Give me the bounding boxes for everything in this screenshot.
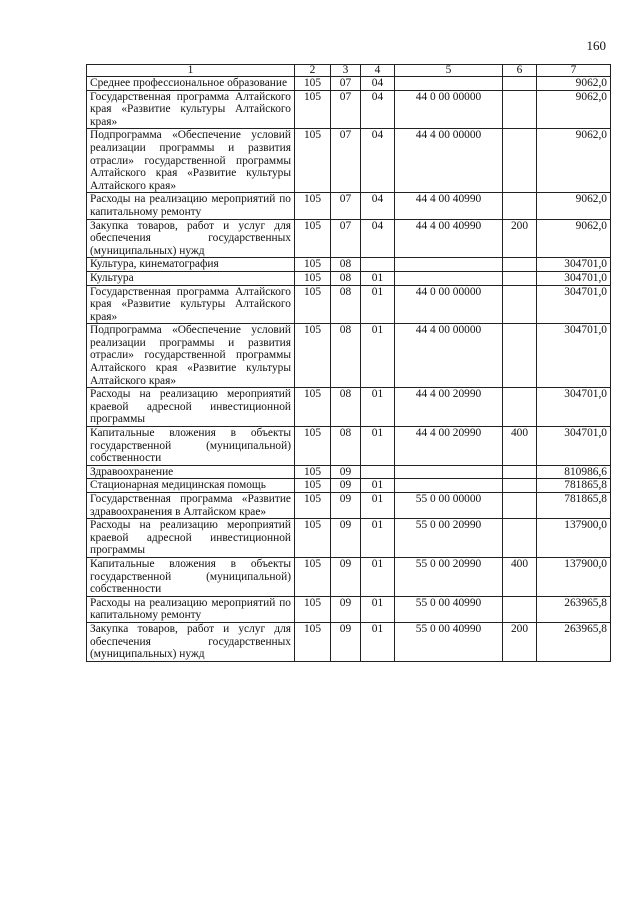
table-row [87,258,611,272]
row-name-cell: Закупка товаров, работ и услуг для обеспечения государственных (муниципальных) нужд [87,622,295,661]
column-header: 6 [503,65,537,77]
table-row [87,77,611,91]
ministry-code-cell: 105 [295,129,331,193]
section-code-cell: 09 [331,622,361,661]
subsection-code-cell: 01 [361,622,395,661]
row-name-cell: Подпрограмма «Обеспечение условий реализации программы и развития отрасли» государственной программы Алтайского края «Развитие культуры Алтайского края» [87,129,295,193]
table-row [87,285,611,324]
table-row [87,427,611,466]
section-code-cell: 07 [331,219,361,258]
table-header-row [87,65,611,77]
amount-cell: 304701,0 [537,271,611,285]
section-code-cell: 09 [331,479,361,493]
target-article-cell [395,479,503,493]
subsection-code-cell: 04 [361,219,395,258]
expense-type-cell: 200 [503,219,537,258]
row-name-cell: Подпрограмма «Обеспечение условий реализации программы и развития отрасли» государственной программы Алтайского края «Развитие культуры Алтайского края» [87,324,295,388]
section-code-cell: 08 [331,258,361,272]
table-row [87,622,611,661]
page-number: 160 [586,38,606,53]
subsection-code-cell: 01 [361,479,395,493]
ministry-code-cell: 105 [295,465,331,479]
expense-type-cell [503,388,537,427]
subsection-code-cell: 01 [361,493,395,519]
column-header: 5 [395,65,503,77]
ministry-code-cell: 105 [295,219,331,258]
row-name-cell: Культура [87,271,295,285]
target-article-cell: 55 0 00 40990 [395,622,503,661]
amount-cell: 810986,6 [537,465,611,479]
table-row [87,219,611,258]
subsection-code-cell: 01 [361,324,395,388]
amount-cell: 304701,0 [537,388,611,427]
ministry-code-cell: 105 [295,271,331,285]
subsection-code-cell: 01 [361,285,395,324]
column-header: 3 [331,65,361,77]
row-name-cell: Расходы на реализацию мероприятий по капитальному ремонту [87,193,295,219]
expense-type-cell [503,90,537,129]
column-header: 4 [361,65,395,77]
row-name-cell: Закупка товаров, работ и услуг для обеспечения государственных (муниципальных) нужд [87,219,295,258]
target-article-cell [395,77,503,91]
target-article-cell: 44 4 00 00000 [395,324,503,388]
expense-type-cell [503,519,537,558]
target-article-cell: 55 0 00 20990 [395,557,503,596]
target-article-cell: 44 4 00 20990 [395,427,503,466]
expense-type-cell [503,479,537,493]
table-row [87,465,611,479]
section-code-cell: 07 [331,90,361,129]
table-body [87,77,611,662]
target-article-cell: 44 0 00 00000 [395,285,503,324]
ministry-code-cell: 105 [295,324,331,388]
amount-cell: 304701,0 [537,324,611,388]
subsection-code-cell [361,258,395,272]
section-code-cell: 08 [331,324,361,388]
amount-cell: 9062,0 [537,219,611,258]
target-article-cell: 44 4 00 40990 [395,193,503,219]
section-code-cell: 08 [331,427,361,466]
ministry-code-cell: 105 [295,193,331,219]
budget-table [86,64,611,662]
amount-cell: 263965,8 [537,622,611,661]
section-code-cell: 08 [331,388,361,427]
row-name-cell: Капитальные вложения в объекты государственной (муниципальной) собственности [87,557,295,596]
ministry-code-cell: 105 [295,427,331,466]
row-name-cell: Расходы на реализацию мероприятий по капитальному ремонту [87,596,295,622]
section-code-cell: 09 [331,557,361,596]
expense-type-cell [503,193,537,219]
column-header: 7 [537,65,611,77]
expense-type-cell [503,324,537,388]
ministry-code-cell: 105 [295,258,331,272]
row-name-cell: Расходы на реализацию мероприятий краевой адресной инвестиционной программы [87,519,295,558]
table-row [87,271,611,285]
table-row [87,493,611,519]
amount-cell: 304701,0 [537,285,611,324]
amount-cell: 781865,8 [537,493,611,519]
target-article-cell [395,258,503,272]
amount-cell: 9062,0 [537,193,611,219]
amount-cell: 304701,0 [537,258,611,272]
amount-cell: 137900,0 [537,557,611,596]
section-code-cell: 08 [331,285,361,324]
expense-type-cell [503,271,537,285]
ministry-code-cell: 105 [295,388,331,427]
table-row [87,90,611,129]
ministry-code-cell: 105 [295,596,331,622]
target-article-cell: 55 0 00 40990 [395,596,503,622]
target-article-cell: 44 4 00 00000 [395,129,503,193]
amount-cell: 137900,0 [537,519,611,558]
section-code-cell: 07 [331,193,361,219]
ministry-code-cell: 105 [295,90,331,129]
expense-type-cell [503,493,537,519]
row-name-cell: Государственная программа «Развитие здравоохранения в Алтайском крае» [87,493,295,519]
section-code-cell: 08 [331,271,361,285]
table-row [87,596,611,622]
subsection-code-cell: 04 [361,90,395,129]
target-article-cell [395,465,503,479]
target-article-cell: 44 4 00 20990 [395,388,503,427]
amount-cell: 781865,8 [537,479,611,493]
row-name-cell: Государственная программа Алтайского края «Развитие культуры Алтайского края» [87,90,295,129]
ministry-code-cell: 105 [295,285,331,324]
ministry-code-cell: 105 [295,77,331,91]
expense-type-cell [503,129,537,193]
amount-cell: 263965,8 [537,596,611,622]
target-article-cell: 44 0 00 00000 [395,90,503,129]
subsection-code-cell: 01 [361,271,395,285]
ministry-code-cell: 105 [295,479,331,493]
target-article-cell: 55 0 00 20990 [395,519,503,558]
subsection-code-cell: 01 [361,596,395,622]
subsection-code-cell: 04 [361,77,395,91]
expense-type-cell: 200 [503,622,537,661]
section-code-cell: 09 [331,493,361,519]
subsection-code-cell [361,465,395,479]
column-header: 2 [295,65,331,77]
ministry-code-cell: 105 [295,622,331,661]
row-name-cell: Среднее профессиональное образование [87,77,295,91]
amount-cell: 9062,0 [537,90,611,129]
target-article-cell: 55 0 00 00000 [395,493,503,519]
subsection-code-cell: 01 [361,519,395,558]
row-name-cell: Здравоохранение [87,465,295,479]
expense-type-cell [503,596,537,622]
expense-type-cell: 400 [503,557,537,596]
row-name-cell: Стационарная медицинская помощь [87,479,295,493]
row-name-cell: Культура, кинематография [87,258,295,272]
section-code-cell: 09 [331,465,361,479]
table-row [87,557,611,596]
subsection-code-cell: 04 [361,129,395,193]
target-article-cell [395,271,503,285]
amount-cell: 9062,0 [537,129,611,193]
subsection-code-cell: 01 [361,427,395,466]
table-row [87,324,611,388]
table-row [87,129,611,193]
target-article-cell: 44 4 00 40990 [395,219,503,258]
ministry-code-cell: 105 [295,557,331,596]
column-header: 1 [87,65,295,77]
row-name-cell: Капитальные вложения в объекты государственной (муниципальной) собственности [87,427,295,466]
ministry-code-cell: 105 [295,519,331,558]
expense-type-cell: 400 [503,427,537,466]
expense-type-cell [503,285,537,324]
section-code-cell: 07 [331,77,361,91]
ministry-code-cell: 105 [295,493,331,519]
section-code-cell: 07 [331,129,361,193]
subsection-code-cell: 04 [361,193,395,219]
subsection-code-cell: 01 [361,557,395,596]
section-code-cell: 09 [331,596,361,622]
table-row [87,519,611,558]
section-code-cell: 09 [331,519,361,558]
expense-type-cell [503,258,537,272]
row-name-cell: Государственная программа Алтайского края «Развитие культуры Алтайского края» [87,285,295,324]
amount-cell: 9062,0 [537,77,611,91]
row-name-cell: Расходы на реализацию мероприятий краевой адресной инвестиционной программы [87,388,295,427]
table-row [87,193,611,219]
table-row [87,388,611,427]
amount-cell: 304701,0 [537,427,611,466]
table-row [87,479,611,493]
subsection-code-cell: 01 [361,388,395,427]
expense-type-cell [503,465,537,479]
expense-type-cell [503,77,537,91]
